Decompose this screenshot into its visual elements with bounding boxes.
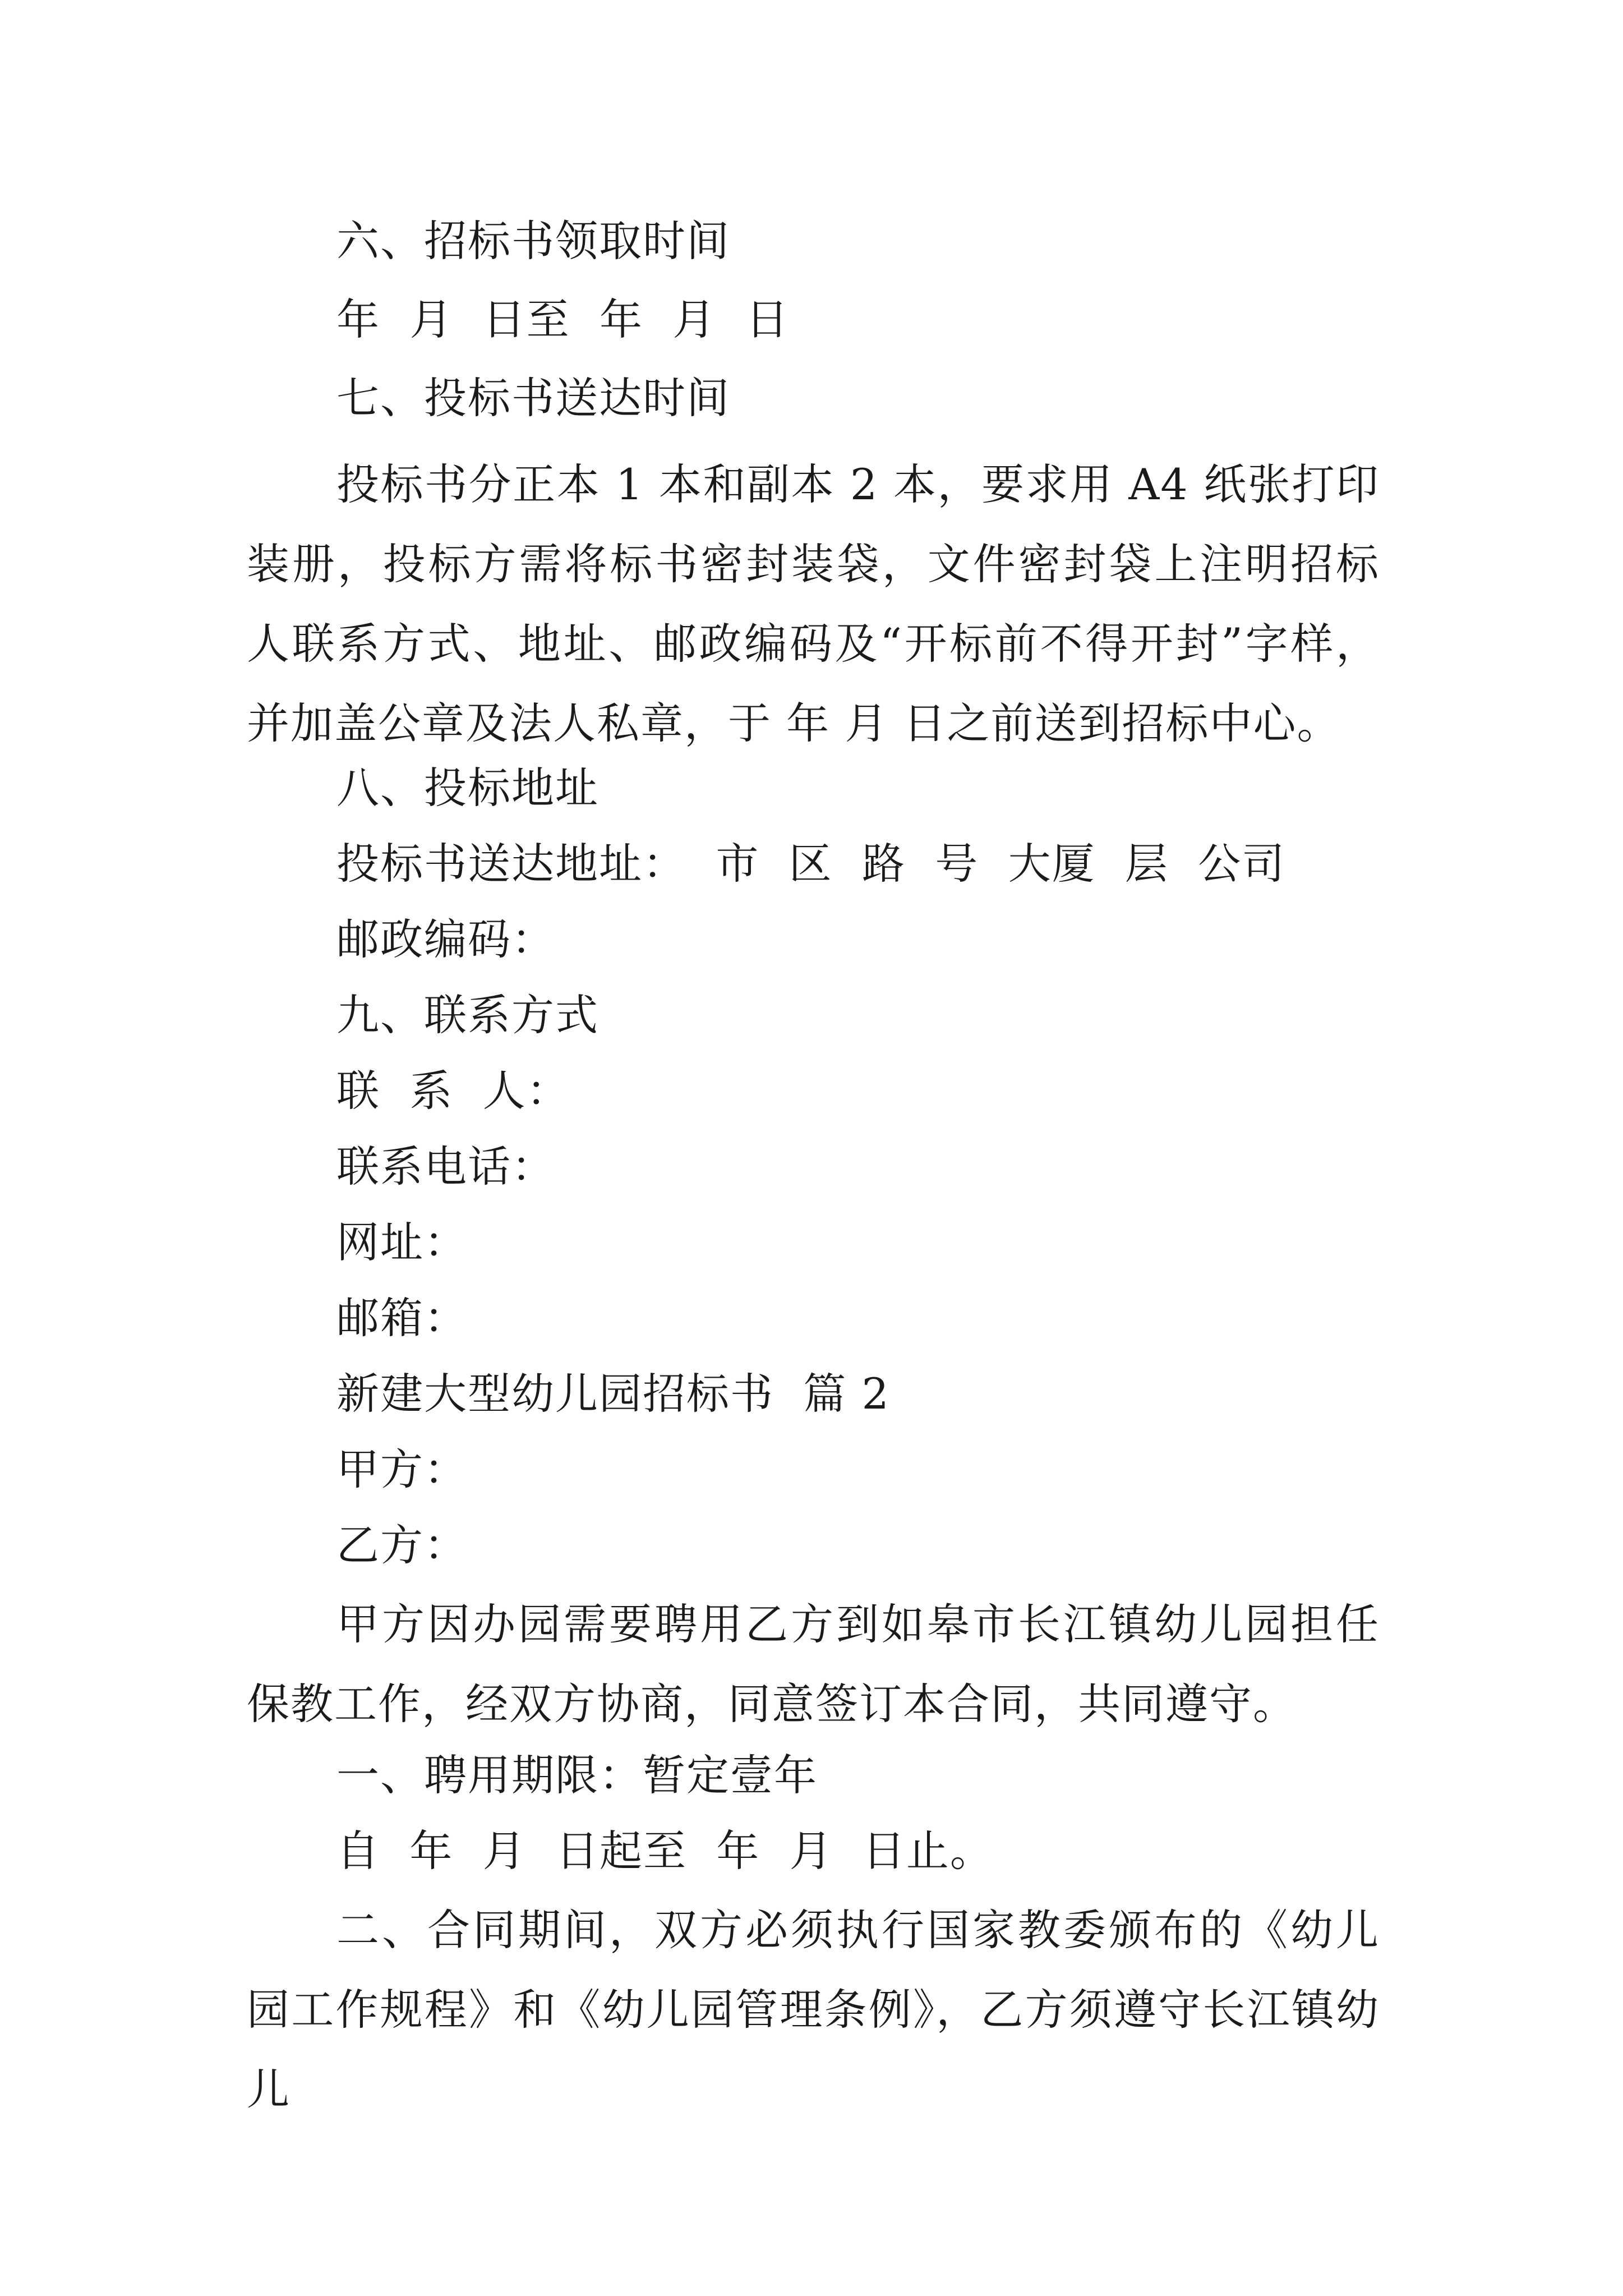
section-heading-8: 八、投标地址 xyxy=(336,763,599,813)
text-line: 自 年 月 日起至 年 月 日止。 xyxy=(336,1826,994,1876)
paragraph: 二、合同期间，双方必须执行国家教委颁布的《幼儿园工作规程》和《幼儿园管理条例》，乙方须遵守长江镇幼儿 xyxy=(247,1905,1380,2114)
text-line: 邮政编码： xyxy=(336,914,555,964)
text-line: 投标书送达地址： 市 区 路 号 大厦 层 公司 xyxy=(336,839,1286,889)
section-heading-9: 九、联系方式 xyxy=(336,990,599,1040)
paragraph: 甲方因办园需要聘用乙方到如皋市长江镇幼儿园担任保教工作，经双方协商，同意签订本合同，共同遵守。 xyxy=(247,1599,1380,1729)
paragraph: 投标书分正本 1 本和副本 2 本，要求用 A4 纸张打印装册，投标方需将标书密封装袋，文件密封袋上注明招标人联系方式、地址、邮政编码及“开标前不得开封”字样，并加盖公章及法人私章，于 年 月 日之前送到招标中心。 xyxy=(247,459,1380,748)
text-line: 邮箱： xyxy=(336,1293,468,1343)
text-line: 甲方： xyxy=(336,1444,468,1494)
text-line: 年 月 日至 年 月 日 xyxy=(336,295,790,344)
section-heading-1: 一、聘用期限：暂定壹年 xyxy=(336,1750,818,1800)
text-line: 网址： xyxy=(336,1217,468,1267)
text-line: 乙方： xyxy=(336,1520,468,1570)
section-heading-7: 七、投标书送达时间 xyxy=(336,373,730,423)
section-heading-6: 六、招标书领取时间 xyxy=(336,216,730,266)
text-line: 联系电话： xyxy=(336,1142,555,1191)
document-title: 新建大型幼儿园招标书 篇 2 xyxy=(336,1369,890,1419)
text-line: 联 系 人： xyxy=(336,1066,570,1116)
